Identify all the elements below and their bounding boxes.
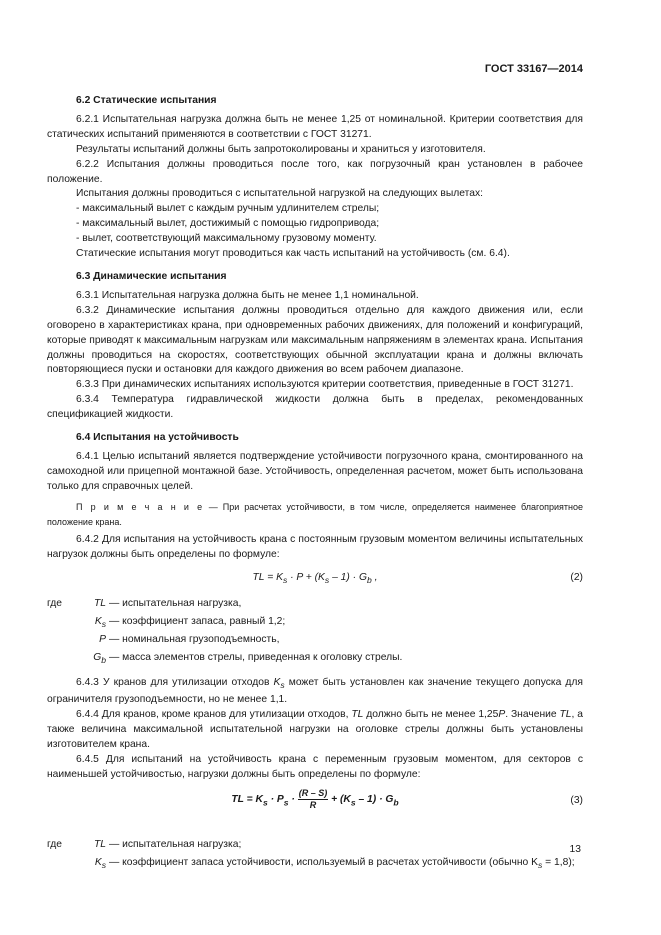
symbol: $K_s$: [94, 857, 106, 871]
section-6-4-heading: 6.4 Испытания на устойчивость: [76, 432, 239, 444]
definition: — испытательная нагрузка,: [109, 598, 242, 610]
section-6-3-heading: 6.3 Динамические испытания: [76, 270, 227, 282]
symbol: TL: [93, 598, 106, 610]
para-static-part: Статические испытания могут проводиться как часть испытаний на устойчивость (см. 6.4).: [76, 248, 510, 260]
para-6-3-3: 6.3.3 При динамических испытаниях используются критерии соответствия, приведенные в ГОСТ 31271.: [76, 379, 574, 391]
where-list-2: [47, 838, 583, 873]
definition: — коэффициент запаса устойчивости, используемый в расчетах устойчивости (обычно $K_s = 1,8$);: [109, 857, 575, 871]
note-text: — При расчетах устойчивости, в том числе, определяется наименее благоприятное положение крана.: [47, 501, 583, 527]
definition: — номинальная грузоподъемность,: [109, 634, 280, 646]
para-6-4-4: 6.4.4 Для кранов, кроме кранов для утилизации отходов, TL должно быть не менее 1,25P. Значение TL, а также величина максимальной испытательной нагрузки на оголовке стрелы должны быть установлены изготовителем крана.: [47, 708, 583, 750]
definition: — коэффициент запаса, равный 1,2;: [109, 616, 286, 628]
formula-2: [47, 563, 583, 593]
para-6-4-1: 6.4.1 Целью испытаний является подтверждение устойчивости погрузочного крана, смонтированного на самоходной или прицепной монтажной базе. Устойчивость, определенная расчетом, может быть использована только для справочных целей.: [47, 450, 583, 492]
note: [47, 500, 583, 530]
formula-2-expression: TL = $K_s \cdot P + (K_s - 1) \cdot G_b$ ,: [252, 572, 378, 586]
section-6-2-heading: 6.2 Статические испытания: [76, 95, 217, 106]
symbol: P: [99, 634, 106, 646]
para-6-3-1: 6.3.1 Испытательная нагрузка должна быть не менее 1,1 номинальной.: [76, 289, 419, 301]
formula-3: [47, 782, 583, 824]
list-item: - вылет, соответствующий максимальному грузовому моменту.: [76, 233, 377, 245]
list-item: - максимальный вылет, достижимый с помощью гидропривода;: [76, 218, 380, 230]
where-label: где: [47, 598, 63, 610]
para-6-2-2: 6.2.2 Испытания должны проводиться после того, как погрузочный кран установлен в рабочее положение.: [47, 158, 583, 185]
list-item: - максимальный вылет с каждым ручным удлинителем стрелы;: [76, 203, 380, 215]
para-test-radii: Испытания должны проводиться с испытательной нагрузкой на следующих вылетах:: [76, 188, 484, 200]
formula-3-expression: TL = $K_s \cdot P_s$ · $\frac{(R - S)}{R}$ + $(K_s - 1) \cdot G_b$: [231, 788, 399, 811]
para-6-3-2: 6.3.2 Динамические испытания должны проводиться отдельно для каждого движения или, если оговорено в характеристиках крана, при одновременных рабочих движениях, для положений и конфигураций, которые приводят к максимальным нагрузкам или максимальным напряжениям в элементах крана. Испытания должны проводиться на скоростях, соответствующих обычной эксплуатации крана и должны включать повторяющиеся пуски и остановки для каждого движения во всем рабочем диапазоне.: [47, 304, 583, 376]
symbol: $G_b$: [93, 652, 106, 666]
definition: — масса элементов стрелы, приведенная к оголовку стрелы.: [109, 652, 403, 664]
page-number: 13: [569, 844, 581, 855]
document-body: [47, 88, 583, 879]
standard-header: ГОСТ 33167—2014: [484, 63, 583, 75]
fraction: $\frac{(R - S)}{R}$: [298, 788, 328, 811]
para-results: Результаты испытаний должны быть запротоколированы и храниться у изготовителя.: [76, 143, 486, 155]
formula-2-number: (2): [570, 572, 583, 584]
note-label: П р и м е ч а н и е: [76, 501, 204, 512]
para-6-4-2: 6.4.2 Для испытания на устойчивость крана с постоянным грузовым моментом величины испытательных нагрузок должны быть определены по формуле:: [47, 534, 583, 561]
para-6-4-3: 6.4.3 У кранов для утилизации отходов $K_s$ может быть установлен как значение текущего допуска для ограничителя грузоподъемности, но не менее 1,1.: [47, 677, 583, 706]
symbol: TL: [93, 839, 106, 851]
where-label: где: [47, 839, 63, 851]
para-6-2-1: 6.2.1 Испытательная нагрузка должна быть не менее 1,25 от номинальной. Критерии соответствия для статических испытаний применяются в соответствии с ГОСТ 31271.: [47, 113, 583, 140]
para-6-3-4: 6.3.4 Температура гидравлической жидкости должна быть в пределах, рекомендованных спецификацией жидкости.: [47, 394, 583, 421]
symbol: $K_s$: [94, 616, 106, 630]
where-list-1: [47, 597, 583, 668]
para-6-4-5: 6.4.5 Для испытаний на устойчивость крана с переменным грузовым моментом, для секторов с наименьшей устойчивостью, нагрузки должны быть определены по формуле:: [47, 753, 583, 780]
definition: — испытательная нагрузка;: [109, 839, 242, 851]
formula-3-number: (3): [570, 795, 583, 807]
